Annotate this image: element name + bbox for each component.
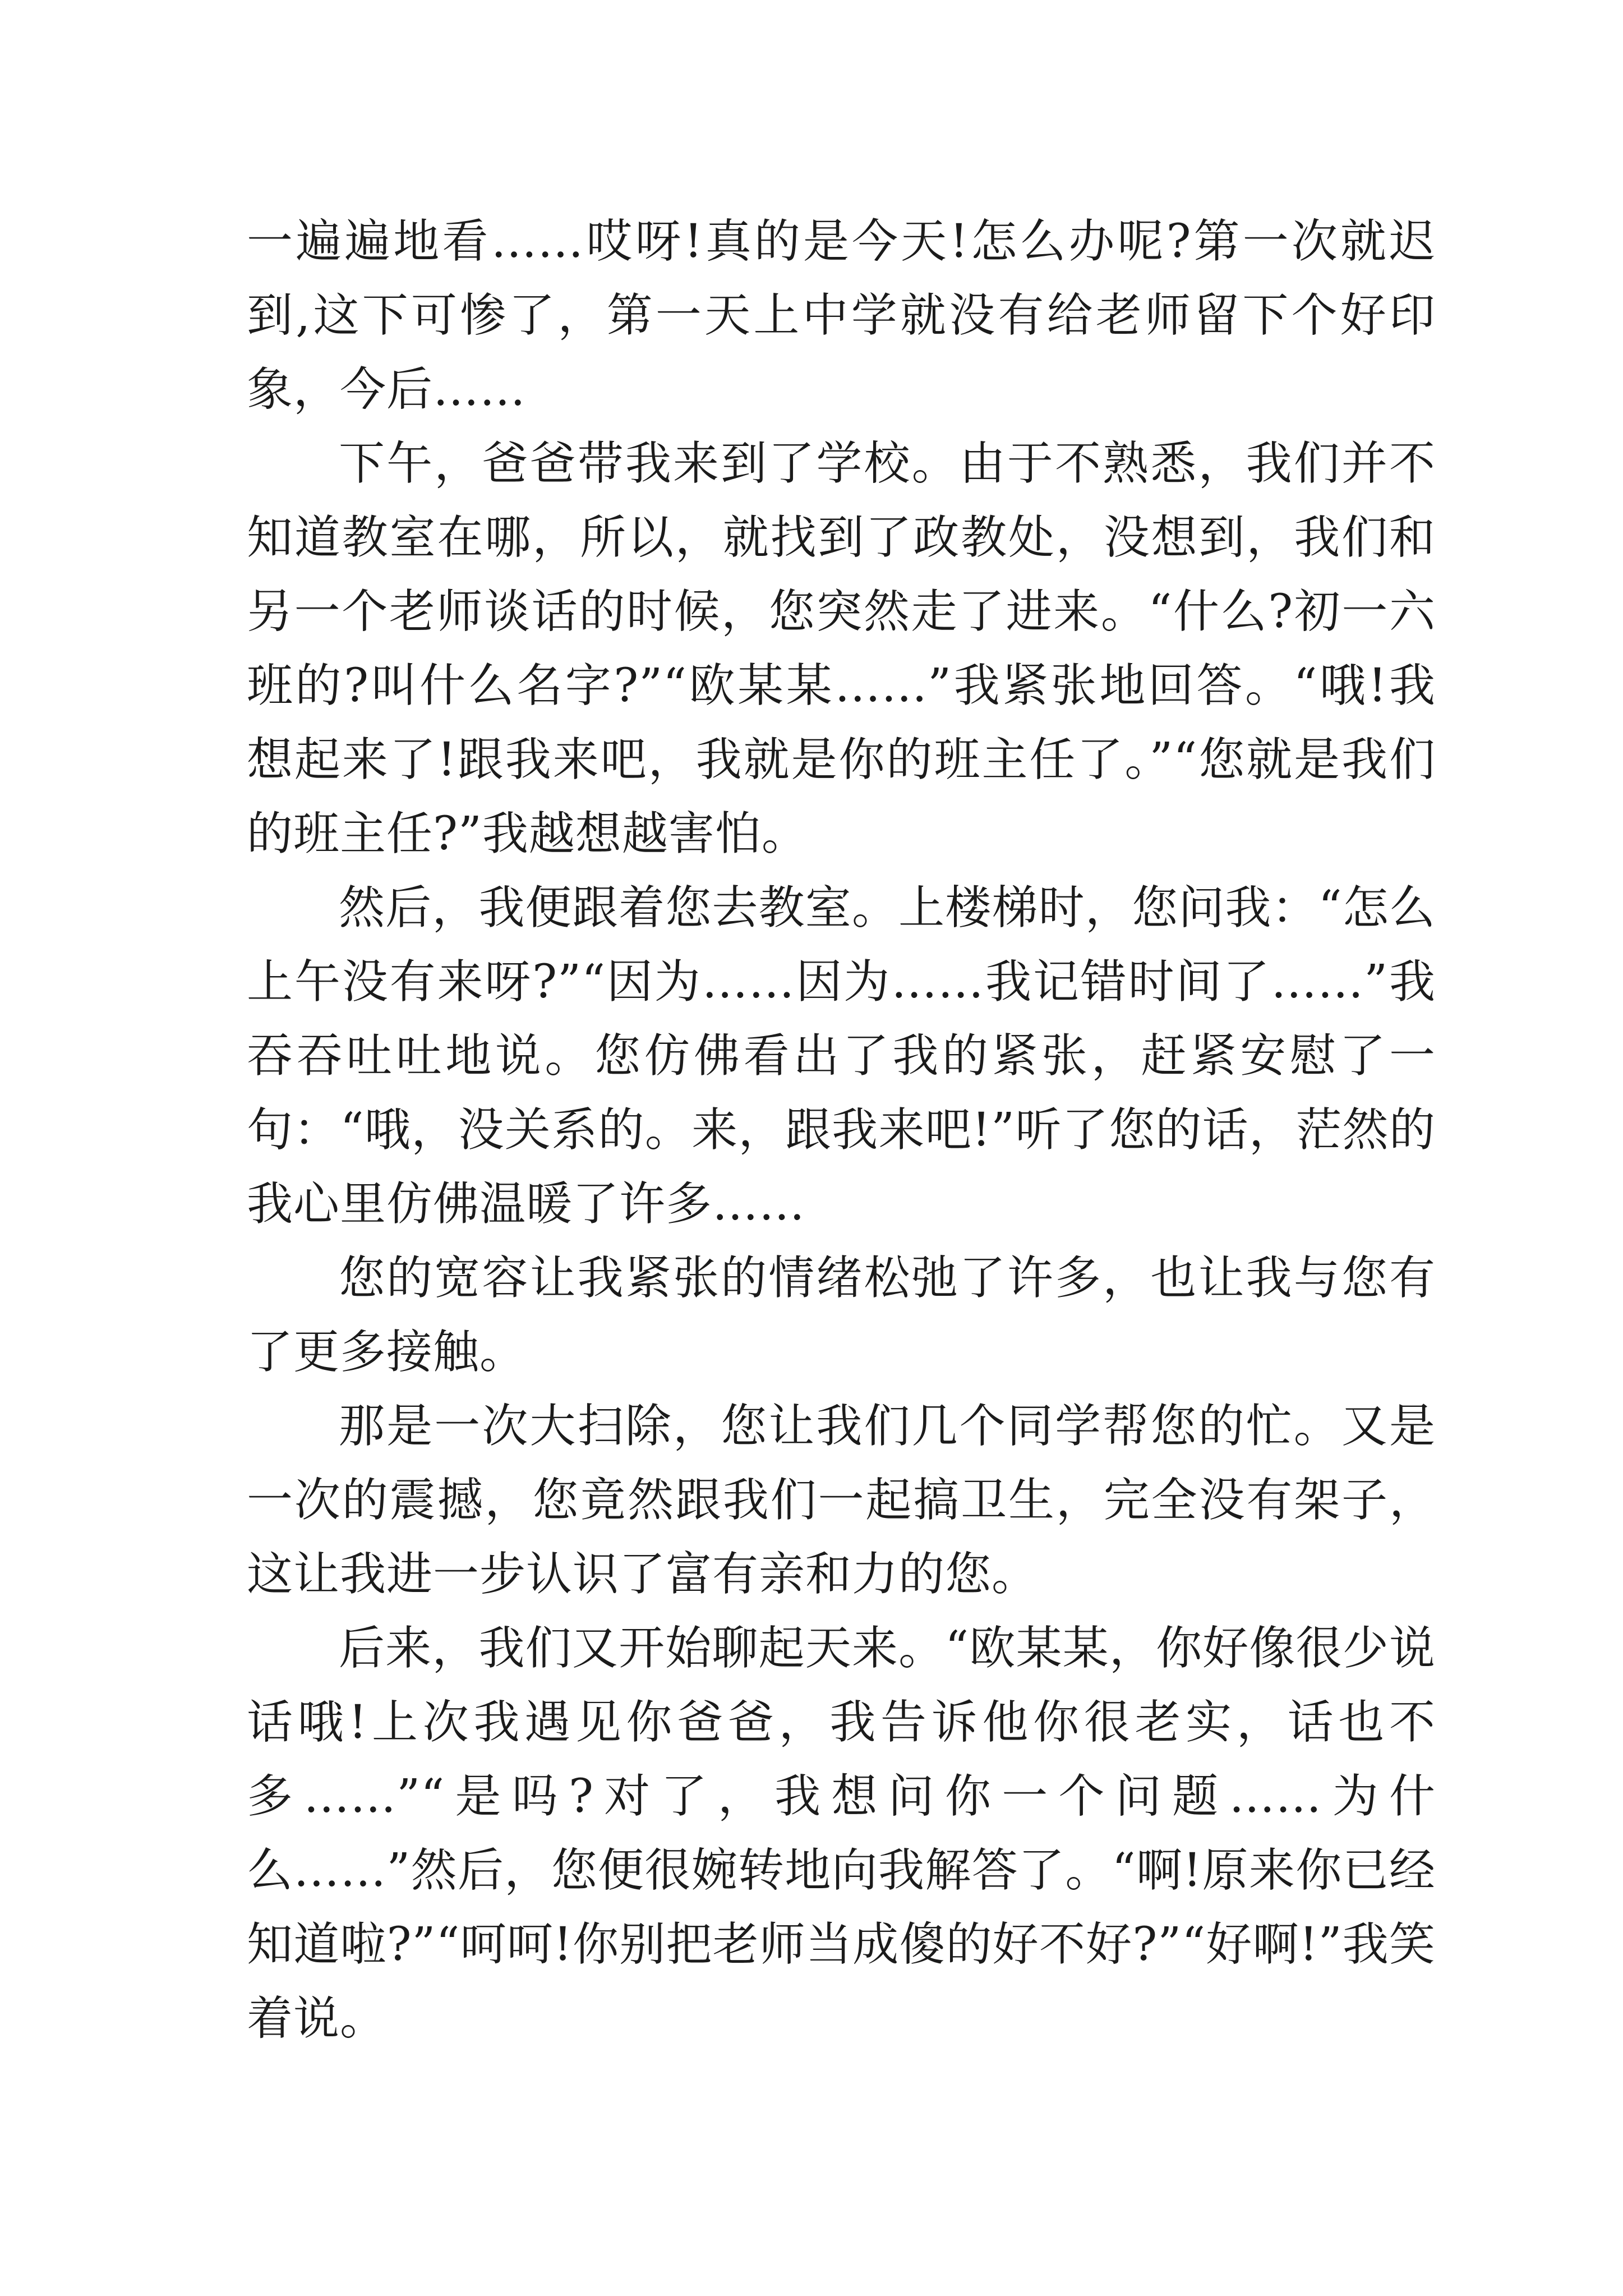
paragraph: 后来，我们又开始聊起天来。“欧某某，你好像很少说话哦!上次我遇见你爸爸，我告诉他你很老实，话也不多……”“是吗?对了，我想问你一个问题……为什么……”然后，您便很婉转地向我解答了。“啊!原来你已经知道啦?”“呵呵!你别把老师当成傻的好不好?”“好啊!”我笑着说。 (247, 1622, 1436, 2045)
paragraph: 下午，爸爸带我来到了学校。由于不熟悉，我们并不知道教室在哪，所以，就找到了政教处，没想到，我们和另一个老师谈话的时候，您突然走了进来。“什么?初一六班的?叫什么名字?”“欧某某……”我紧张地回答。“哦!我想起来了!跟我来吧，我就是你的班主任了。”“您就是我们的班主任?”我越想越害怕。 (247, 437, 1436, 861)
paragraph: 您的宽容让我紧张的情绪松弛了许多，也让我与您有了更多接触。 (247, 1251, 1436, 1379)
body-text (247, 205, 1436, 2056)
paragraph: 然后，我便跟着您去教室。上楼梯时，您问我：“怎么上午没有来呀?”“因为……因为……我记错时间了……”我吞吞吐吐地说。您仿佛看出了我的紧张，赶紧安慰了一句：“哦，没关系的。来，跟我来吧!”听了您的话，茫然的我心里仿佛温暖了许多…… (247, 881, 1436, 1231)
paragraph: 那是一次大扫除，您让我们几个同学帮您的忙。又是一次的震撼，您竟然跟我们一起搞卫生，完全没有架子，这让我进一步认识了富有亲和力的您。 (247, 1400, 1436, 1601)
paragraph: 一遍遍地看……哎呀!真的是今天!怎么办呢?第一次就迟到,这下可惨了，第一天上中学就没有给老师留下个好印象，今后…… (247, 215, 1436, 416)
